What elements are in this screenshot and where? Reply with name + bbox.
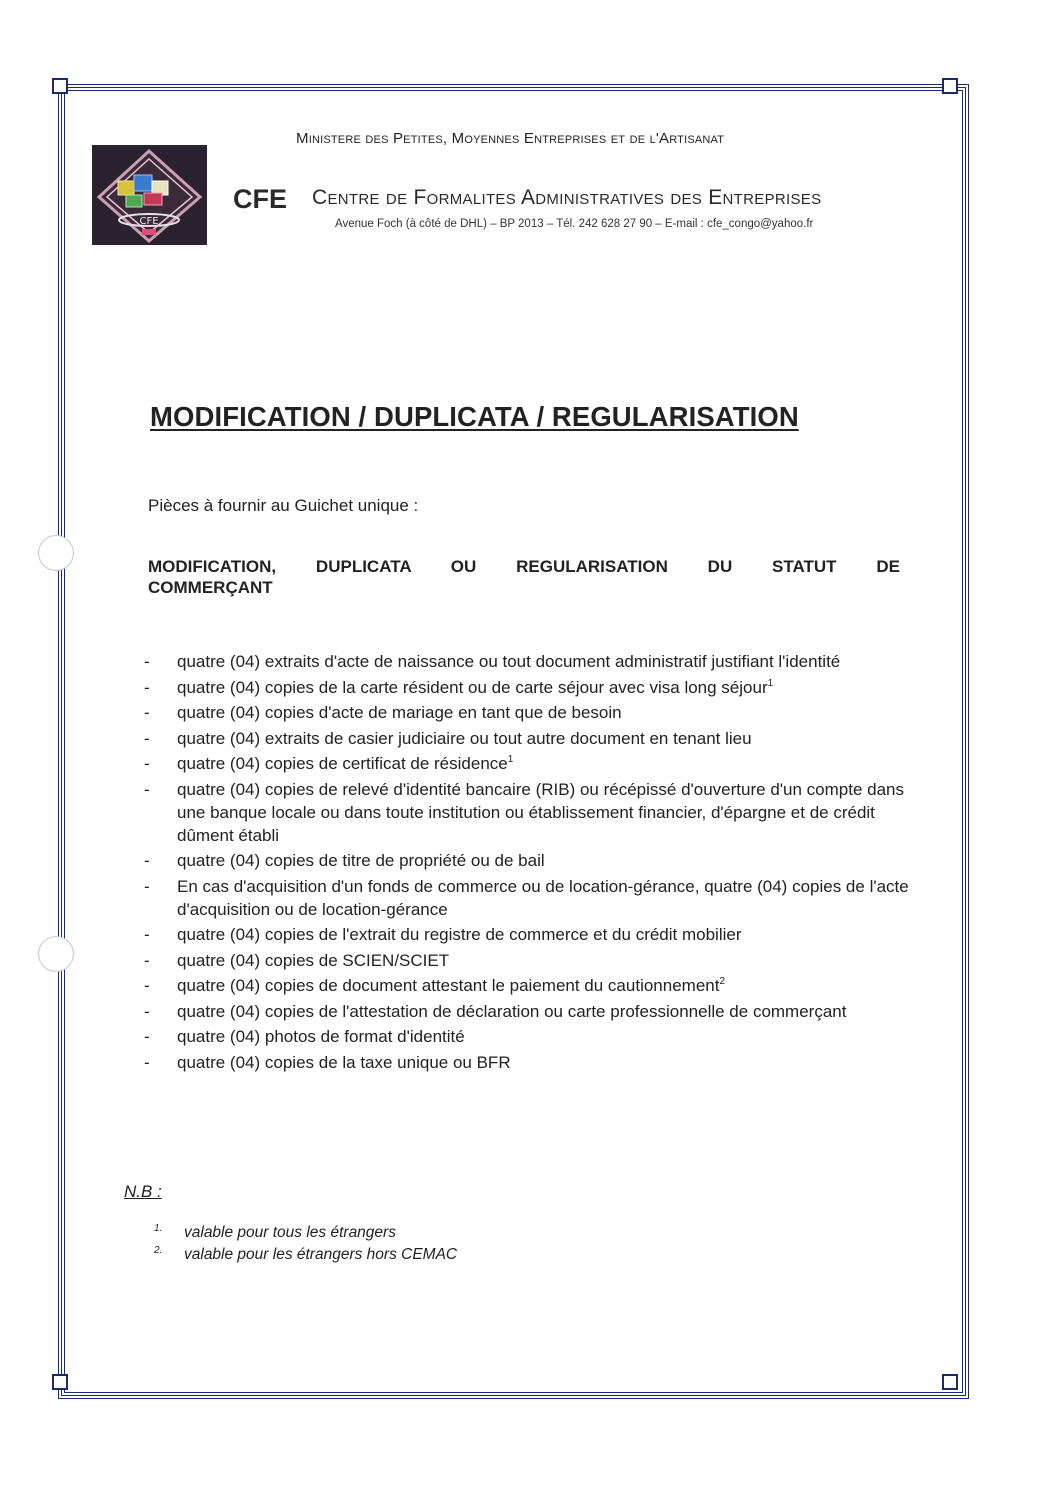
footnote: [150, 1222, 457, 1244]
document-title: MODIFICATION / DUPLICATA / REGULARISATION: [150, 401, 799, 432]
list-dash: -: [144, 703, 150, 722]
requirements-list: [144, 650, 924, 1076]
ministry-name: Ministere des Petites, Moyennes Entreprises et de l'Artisanat: [296, 130, 725, 147]
section-heading-continued: COMMERÇANT: [148, 578, 273, 597]
logo-text: CFE: [139, 216, 159, 227]
border-corner: [942, 1374, 958, 1390]
footnote-text: valable pour tous les étrangers: [184, 1224, 396, 1241]
list-dash: -: [144, 925, 150, 944]
border-corner: [52, 1374, 68, 1390]
footnote-text: valable pour les étrangers hors CEMAC: [184, 1246, 458, 1263]
list-dash: -: [144, 851, 150, 870]
punch-hole: [38, 936, 74, 972]
requirement-item: [144, 949, 924, 972]
section-heading: MODIFICATION, DUPLICATA OU REGULARISATION DU STATUT DE: [148, 557, 900, 576]
requirement-item: [144, 650, 924, 673]
requirement-text: quatre (04) copies de certificat de résidence: [177, 754, 508, 773]
requirement-item: [144, 849, 924, 872]
requirement-text: En cas d'acquisition d'un fonds de commerce ou de location-gérance, quatre (04) copies de l'acte d'acquisition ou de location-gérance: [177, 876, 909, 919]
border-corner: [52, 78, 68, 94]
intro-text: Pièces à fournir au Guichet unique :: [148, 496, 419, 515]
requirement-text: quatre (04) copies de la carte résident ou de carte séjour avec visa long séjour: [177, 677, 768, 697]
list-dash: -: [144, 754, 150, 773]
footnote: [150, 1244, 457, 1266]
footnote-ref: 1: [507, 754, 514, 765]
requirement-text: quatre (04) copies de SCIEN/SCIET: [177, 950, 450, 970]
requirement-text: quatre (04) copies de l'extrait du registre de commerce et du crédit mobilier: [177, 925, 742, 944]
requirement-text: quatre (04) copies de l'attestation de déclaration ou carte professionnelle de commerçant: [177, 1001, 847, 1021]
cfe-logo: [92, 145, 207, 245]
requirement-item: [144, 974, 924, 997]
border-corner: [942, 78, 958, 94]
org-full-name: Centre de Formalites Administratives des Entreprises: [312, 186, 822, 209]
list-dash: -: [144, 677, 150, 697]
requirement-item: [144, 778, 924, 847]
requirement-item: [144, 727, 924, 750]
list-dash: -: [144, 950, 150, 970]
footnote-ref: 2: [719, 976, 726, 987]
list-dash: -: [144, 876, 150, 896]
requirement-item: [144, 676, 924, 699]
list-dash: -: [144, 779, 150, 799]
footnote-number: 2.: [154, 1245, 163, 1256]
punch-hole: [38, 535, 74, 571]
requirement-text: quatre (04) copies de relevé d'identité bancaire (RIB) ou récépissé d'ouverture d'un compte dans une banque locale ou dans toute institution ou établissement financier, d'épargne et de crédit dûment établi: [177, 779, 904, 845]
list-dash: -: [144, 1001, 150, 1021]
requirement-text: quatre (04) copies de document attestant le paiement du cautionnement: [177, 976, 720, 995]
requirement-text: quatre (04) extraits de casier judiciaire ou tout autre document en tenant lieu: [177, 728, 752, 748]
footnotes: [150, 1222, 457, 1266]
requirement-item: [144, 1051, 924, 1074]
org-address: Avenue Foch (à côté de DHL) – BP 2013 – Tél. 242 628 27 90 – E-mail : cfe_congo@yahoo.fr: [335, 218, 814, 230]
requirement-text: quatre (04) copies de titre de propriété ou de bail: [177, 851, 545, 870]
requirement-item: [144, 1000, 924, 1023]
footnote-ref: 1: [767, 677, 774, 689]
requirement-item: [144, 923, 924, 946]
footnote-number: 1.: [154, 1223, 163, 1234]
org-abbreviation: CFE: [233, 184, 287, 214]
requirement-item: [144, 752, 924, 775]
cfe-logo-graphic: [92, 145, 207, 245]
requirement-text: quatre (04) copies de la taxe unique ou BFR: [177, 1052, 511, 1072]
requirement-text: quatre (04) photos de format d'identité: [177, 1027, 465, 1046]
requirement-item: [144, 875, 924, 921]
requirement-item: [144, 701, 924, 724]
list-dash: -: [144, 976, 150, 995]
requirement-item: [144, 1025, 924, 1048]
nb-label: N.B :: [124, 1182, 162, 1201]
requirement-text: quatre (04) copies d'acte de mariage en tant que de besoin: [177, 703, 622, 722]
list-dash: -: [144, 728, 150, 748]
list-dash: -: [144, 1027, 150, 1046]
list-dash: -: [144, 1052, 150, 1072]
requirement-text: quatre (04) extraits d'acte de naissance ou tout document administratif justifiant l'identité: [177, 652, 841, 671]
list-dash: -: [144, 652, 150, 671]
